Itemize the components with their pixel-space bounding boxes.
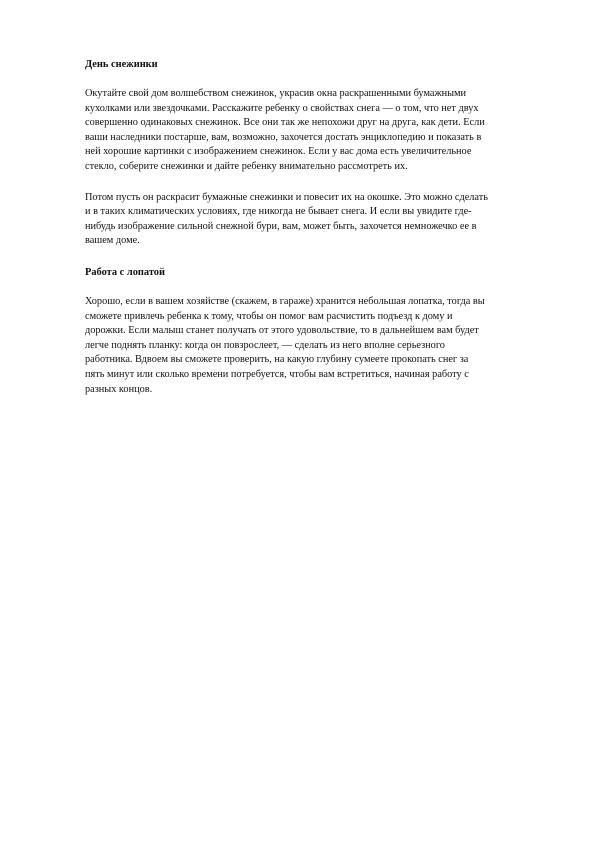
text-line: Потом пусть он раскрасит бумажные снежинки и повесит их на окошке. Это можно сделать: [85, 191, 488, 203]
document-body: [85, 58, 525, 397]
text-line: стекло, соберите снежинки и дайте ребенку внимательно рассмотреть их.: [85, 160, 408, 172]
text-line: Хорошо, если в вашем хозяйстве (скажем, в гараже) хранится небольшая лопатка, тогда вы: [85, 295, 485, 307]
text-line: и в таких климатических условиях, где никогда не бывает снега. И если вы увидите где-: [85, 206, 472, 218]
text-line: сможете привлечь ребенка к тому, чтобы он помог вам расчистить подъезд к дому и: [85, 310, 453, 322]
text-line: вашем доме.: [85, 235, 140, 247]
text-line: совершенно одинаковых снежинок. Все они так же непохожи друг на друга, как дети. Если: [85, 117, 485, 129]
text-line: дорожки. Если малыш станет получать от этого удовольствие, то в дальнейшем вам будет: [85, 325, 479, 337]
text-line: Окутайте свой дом волшебством снежинок, украсив окна раскрашенными бумажными: [85, 88, 467, 99]
text-line: ваши наследники постарше, вам, возможно, захочется достать энциклопедию и показать в: [85, 131, 482, 143]
text-line: ней хорошие картинки с изображением снежинок. Если у вас дома есть увеличительное: [85, 146, 472, 158]
paragraph-shovel-work: [85, 295, 525, 397]
text-line: легче поднять планку: когда он повзрослеет, — сделать из него вполне серьезного: [85, 339, 445, 351]
paragraph-snowflakes-coloring: [85, 191, 525, 249]
text-line: нибудь изображение сильной снежной бури, вам, может быть, захочется немножечко ее в: [85, 220, 477, 232]
text-line: пять минут или сколько времени потребуется, чтобы вам встретиться, начиная работу с: [85, 368, 469, 380]
text-line: работника. Вдвоем вы сможете проверить, на какую глубину сумеете прокопать снег за: [85, 354, 469, 366]
section-heading-shovel-work: Работа с лопатой: [85, 266, 165, 278]
text-line: кухолками или звездочками. Расскажите ребенку о свойствах снега — о том, что нет двух: [85, 102, 479, 114]
paragraph-snowflakes-intro: [85, 87, 525, 175]
text-line: разных концов.: [85, 383, 153, 395]
section-heading-snowflake-day: День снежинки: [85, 59, 158, 70]
